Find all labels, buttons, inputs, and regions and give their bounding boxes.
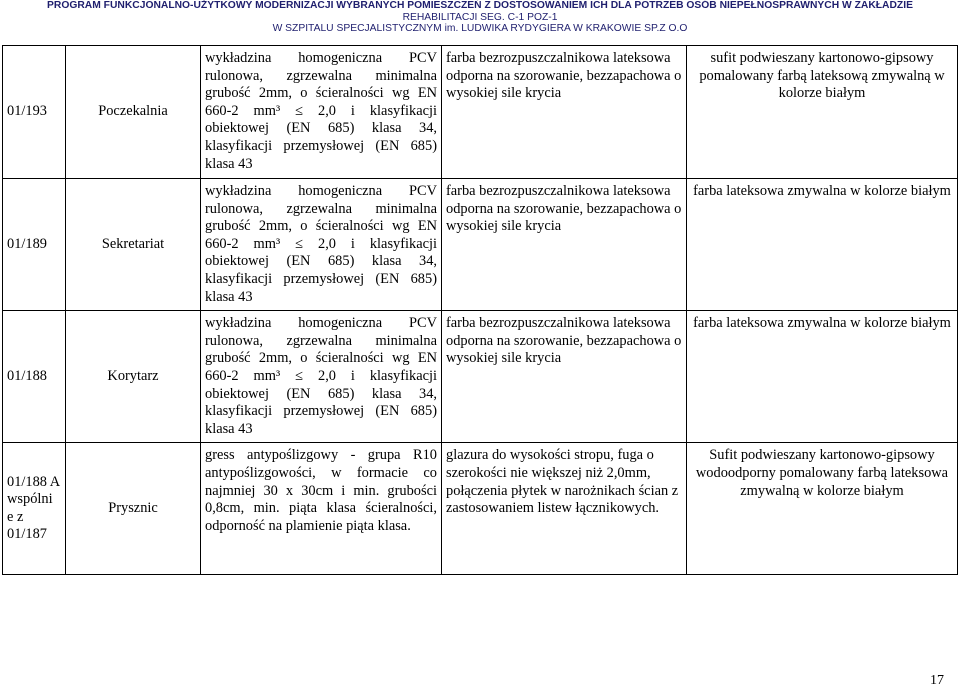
table-row <box>3 46 958 179</box>
floor-finish: wykładzina homogeniczna PCV rulonowa, zgrzewalna minimalna grubość 2mm, o ścieralności wg EN 660-2 mm³ ≤ 2,0 i klasyfikacji obiektowej (EN 685) klasa 34, klasyfikacji przemysłowej (EN 685) klasa 43 <box>201 311 442 443</box>
ceiling-finish: farba lateksowa zmywalna w kolorze białym <box>687 179 958 311</box>
finish-specification-table <box>2 45 958 575</box>
floor-finish: gress antypoślizgowy - grupa R10 antypoślizgowości, w formacie co najmniej 30 x 30cm i min. grubości 0,8cm, min. piąta klasa ścieralności, odporność na plamienie piąta klasa. <box>201 443 442 575</box>
wall-finish: farba bezrozpuszczalnikowa lateksowa odporna na szorowanie, bezzapachowa o wysokiej sile krycia <box>442 46 687 179</box>
document-header <box>0 0 960 35</box>
ceiling-finish: farba lateksowa zmywalna w kolorze białym <box>687 311 958 443</box>
header-line-1: PROGRAM FUNKCJONALNO-UŻYTKOWY MODERNIZACJI WYBRANYCH POMIESZCZEŃ Z DOSTOSOWANIEM ICH DLA POTRZEB OSÓB NIEPEŁNOSPRAWNYCH W ZAKŁADZIE <box>47 0 913 11</box>
floor-finish: wykładzina homogeniczna PCV rulonowa, zgrzewalna minimalna grubość 2mm, o ścieralności wg EN 660-2 mm³ ≤ 2,0 i klasyfikacji obiektowej (EN 685) klasa 34, klasyfikacji przemysłowej (EN 685) klasa 43 <box>201 46 442 179</box>
room-number: 01/188 <box>3 311 66 443</box>
table-row <box>3 443 958 575</box>
ceiling-finish: sufit podwieszany kartonowo-gipsowy pomalowany farbą lateksową zmywalną w kolorze białym <box>687 46 958 179</box>
wall-finish: farba bezrozpuszczalnikowa lateksowa odporna na szorowanie, bezzapachowa o wysokiej sile krycia <box>442 179 687 311</box>
room-name: Prysznic <box>66 443 201 575</box>
wall-finish: glazura do wysokości stropu, fuga o szerokości nie większej niż 2,0mm, połączenia płytek w narożnikach ścian z zastosowaniem listew łącznikowych. <box>442 443 687 575</box>
room-number: 01/193 <box>3 46 66 179</box>
header-line-2: REHABILITACJI SEG. C-1 POZ-1 <box>402 11 558 23</box>
header-line-3: W SZPITALU SPECJALISTYCZNYM im. LUDWIKA RYDYGIERA W KRAKOWIE SP.Z O.O <box>272 23 688 34</box>
room-name: Sekretariat <box>66 179 201 311</box>
room-name: Korytarz <box>66 311 201 443</box>
table-row <box>3 179 958 311</box>
room-number: 01/188 A wspólni e z 01/187 <box>3 443 66 575</box>
table-row <box>3 311 958 443</box>
ceiling-finish: Sufit podwieszany kartonowo-gipsowy wodoodporny pomalowany farbą lateksowa zmywalną w kolorze białym <box>687 443 958 575</box>
room-number: 01/189 <box>3 179 66 311</box>
page-number: 17 <box>930 673 944 688</box>
floor-finish: wykładzina homogeniczna PCV rulonowa, zgrzewalna minimalna grubość 2mm, o ścieralności wg EN 660-2 mm³ ≤ 2,0 i klasyfikacji obiektowej (EN 685) klasa 34, klasyfikacji przemysłowej (EN 685) klasa 43 <box>201 179 442 311</box>
room-name: Poczekalnia <box>66 46 201 179</box>
wall-finish: farba bezrozpuszczalnikowa lateksowa odporna na szorowanie, bezzapachowa o wysokiej sile krycia <box>442 311 687 443</box>
